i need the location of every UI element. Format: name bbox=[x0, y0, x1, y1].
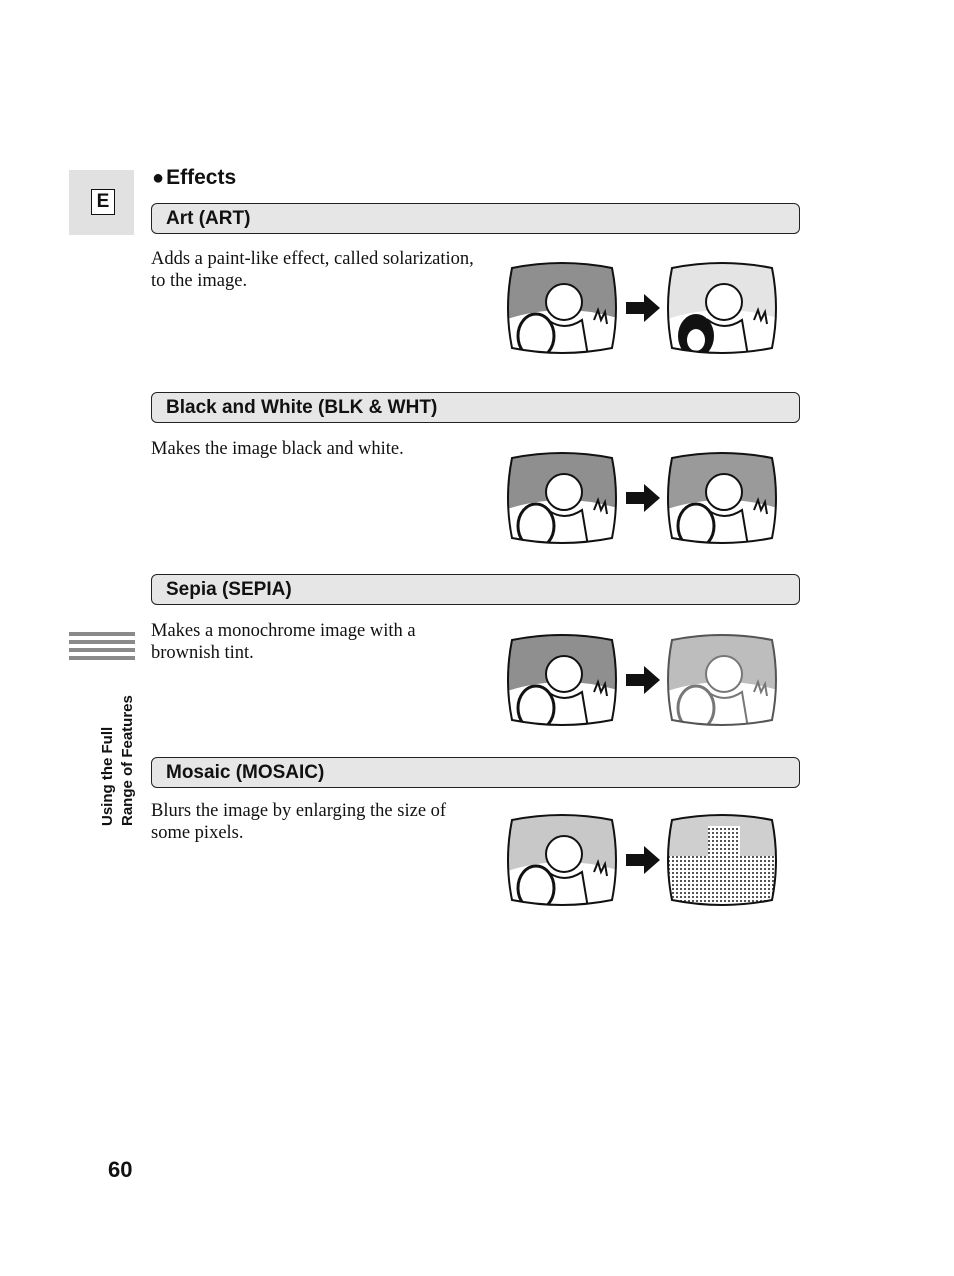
mosaic-effect-illustration bbox=[504, 812, 788, 908]
page-number: 60 bbox=[108, 1157, 133, 1182]
effect-description-mosaic: Blurs the image by enlarging the size of some pixels. bbox=[151, 801, 447, 843]
bullet-icon: ● bbox=[152, 167, 165, 189]
arrow-right-icon bbox=[626, 294, 660, 322]
chapter-side-label bbox=[98, 695, 138, 826]
arrow-right-icon bbox=[626, 484, 660, 512]
black-and-white-result-frame-icon bbox=[664, 450, 784, 546]
arrow-right-icon bbox=[626, 846, 660, 874]
mosaic-result-frame-icon bbox=[664, 812, 784, 908]
art-result-frame-icon bbox=[664, 260, 784, 356]
sepia-effect-illustration bbox=[504, 632, 788, 728]
effect-title-art: Art (ART) bbox=[151, 203, 800, 234]
chapter-side-label-line2: Range of Features bbox=[119, 695, 136, 826]
chapter-side-label-line1: Using the Full bbox=[99, 726, 116, 826]
effect-description-art: Adds a paint-like effect, called solarization, to the image. bbox=[151, 249, 474, 291]
original-frame-icon bbox=[504, 812, 624, 908]
section-heading-text: Effects bbox=[166, 166, 237, 189]
original-frame-icon bbox=[504, 450, 624, 546]
original-frame-icon bbox=[504, 260, 624, 356]
sepia-result-frame-icon bbox=[664, 632, 784, 728]
black-and-white-effect-illustration bbox=[504, 450, 788, 546]
effect-description-black-and-white: Makes the image black and white. bbox=[151, 439, 404, 459]
side-decoration-bars bbox=[69, 632, 135, 664]
effect-title-black-and-white: Black and White (BLK & WHT) bbox=[151, 392, 800, 423]
effect-title-mosaic: Mosaic (MOSAIC) bbox=[151, 757, 800, 788]
effect-description-sepia: Makes a monochrome image with a brownish tint. bbox=[151, 621, 416, 663]
effect-title-sepia: Sepia (SEPIA) bbox=[151, 574, 800, 605]
section-heading bbox=[152, 166, 236, 190]
arrow-right-icon bbox=[626, 666, 660, 694]
language-tab-letter: E bbox=[91, 189, 115, 215]
original-frame-icon bbox=[504, 632, 624, 728]
art-effect-illustration bbox=[504, 260, 788, 356]
